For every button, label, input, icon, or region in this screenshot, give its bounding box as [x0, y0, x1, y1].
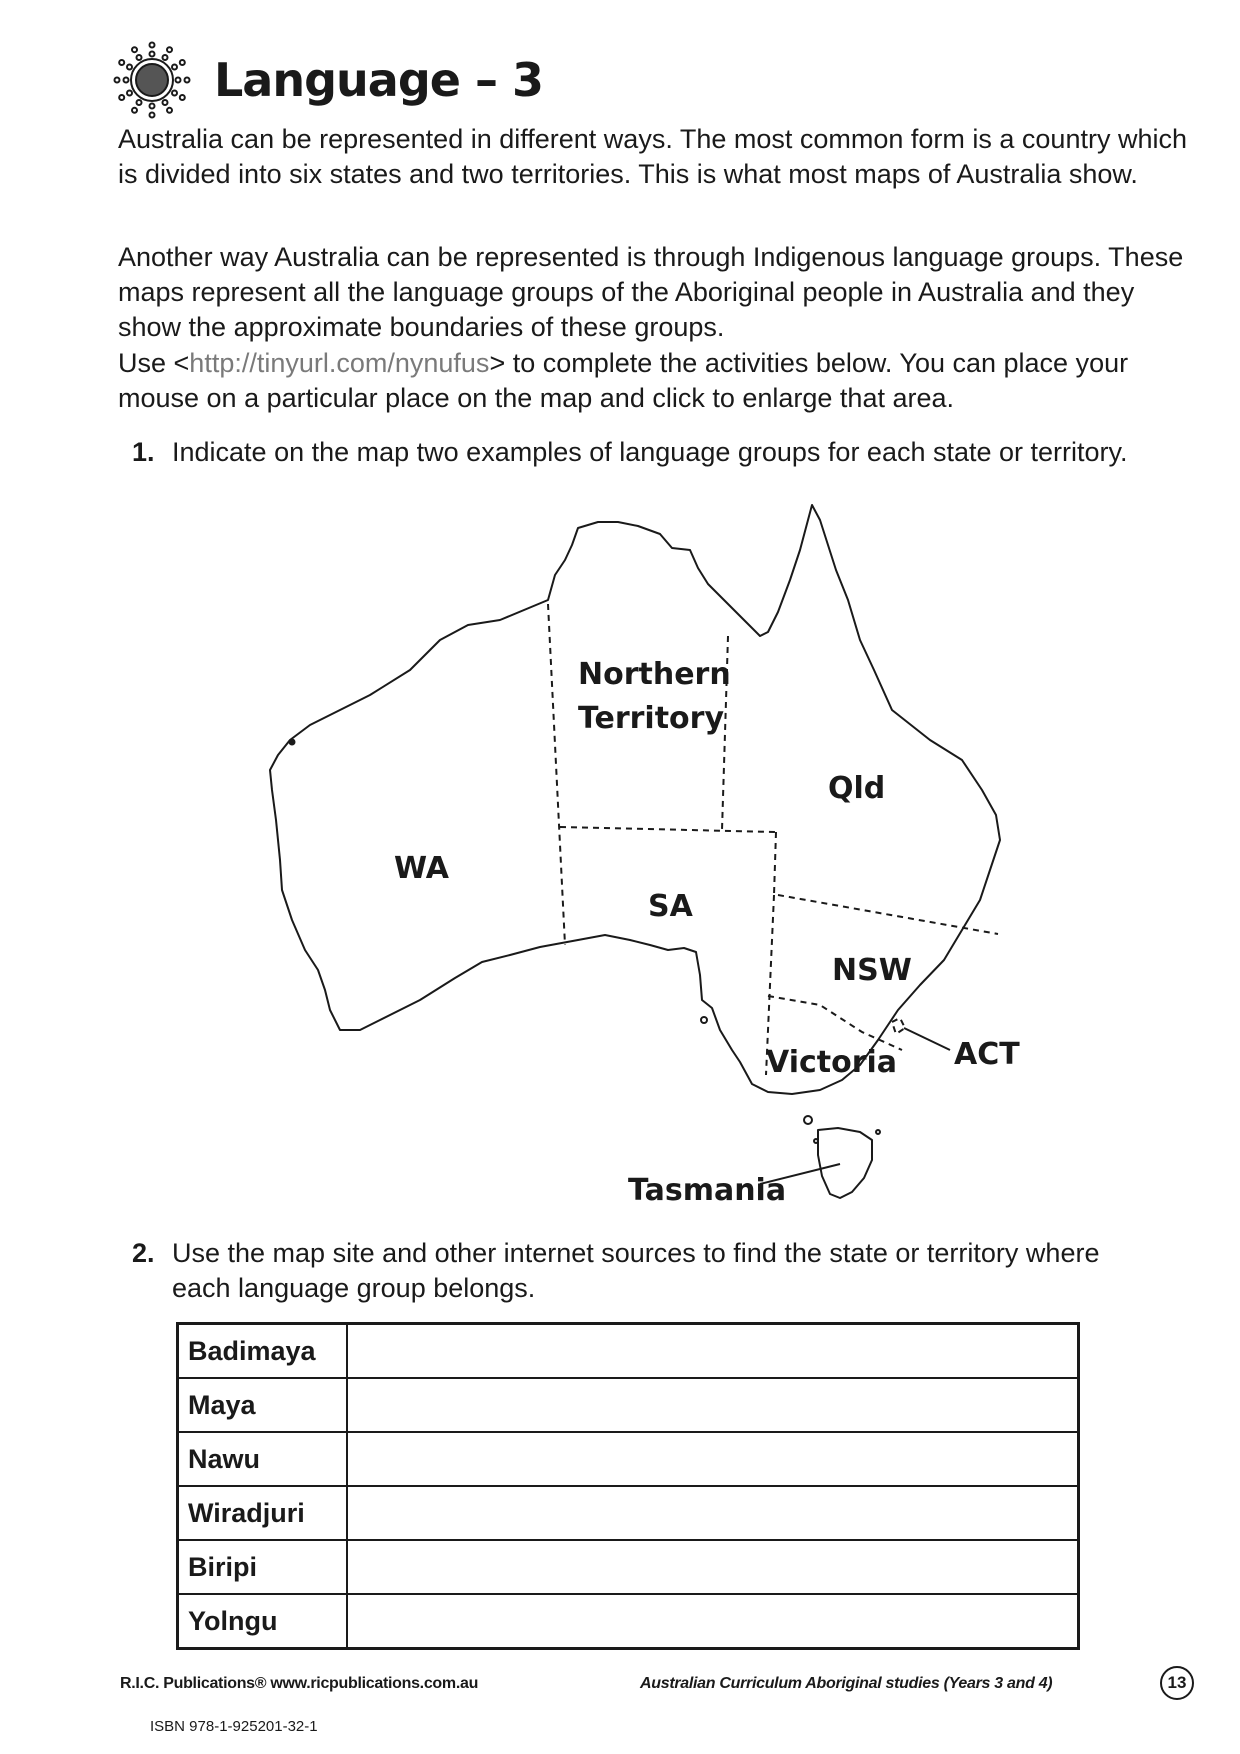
question-text: Indicate on the map two examples of language groups for each state or territory. — [172, 437, 1128, 467]
map-site-link[interactable]: http://tinyurl.com/nynufus — [189, 348, 490, 378]
label-northern-line-2: Territory — [578, 701, 725, 736]
language-answer-table — [176, 1322, 1080, 1650]
language-name: Maya — [178, 1378, 348, 1432]
question-number: 2. — [132, 1238, 155, 1268]
tasmania-outline — [818, 1128, 872, 1198]
table-row — [178, 1486, 1079, 1540]
table-row — [178, 1378, 1079, 1432]
sa-qld-border — [774, 832, 776, 895]
page-number: 13 — [1160, 1666, 1194, 1700]
label-qld: Qld — [828, 771, 886, 806]
page-title: Language – 3 — [214, 53, 543, 107]
table-row — [178, 1540, 1079, 1594]
isbn: ISBN 978-1-925201-32-1 — [150, 1718, 318, 1735]
label-northern-line-1: Northern — [578, 657, 731, 692]
act-pointer-line — [904, 1028, 950, 1050]
label-tasmania: Tasmania — [628, 1173, 787, 1208]
answer-cell[interactable] — [347, 1486, 1079, 1540]
label-victoria: Victoria — [766, 1045, 898, 1080]
intro-paragraph-1: Australia can be represented in different ways. The most common form is a country which is divided into six states and two territories. This is what most maps of Australia show. — [118, 124, 1187, 189]
answer-cell[interactable] — [347, 1378, 1079, 1432]
answer-cell[interactable] — [347, 1594, 1079, 1649]
language-name: Badimaya — [178, 1324, 348, 1379]
link-open-bracket: Use < — [118, 348, 190, 378]
act-border — [892, 1018, 905, 1034]
nt-sa-border — [560, 827, 776, 832]
mainland-outline — [270, 505, 1000, 1094]
language-name: Wiradjuri — [178, 1486, 348, 1540]
table-row — [178, 1324, 1079, 1379]
answer-cell[interactable] — [347, 1324, 1079, 1379]
label-act: ACT — [954, 1037, 1020, 1072]
footer-publisher: R.I.C. Publications® www.ricpublications.com.au — [120, 1675, 479, 1692]
table-row — [178, 1432, 1079, 1486]
nsw-vic-border — [768, 996, 902, 1050]
intro-paragraph-3-text: > to complete the activities below. You can place your mouse on a particular place on the map and click to enlarge that area. — [118, 348, 1129, 413]
question-2 — [132, 1236, 1132, 1306]
answer-cell[interactable] — [347, 1540, 1079, 1594]
label-sa: SA — [648, 889, 693, 924]
intro-paragraph-2: Another way Australia can be represented is through Indigenous language groups. These maps represent all the language groups of the Aboriginal people in Australia and they show the approximate boundaries of these groups. — [118, 242, 1184, 342]
wa-nt-border — [548, 604, 565, 945]
label-nsw: NSW — [832, 953, 912, 988]
question-number: 1. — [132, 437, 155, 467]
qld-nsw-border — [778, 895, 998, 934]
table-row — [178, 1594, 1079, 1649]
language-name: Yolngu — [178, 1594, 348, 1649]
language-name: Nawu — [178, 1432, 348, 1486]
question-text: Use the map site and other internet sources to find the state or territory where each language group belongs. — [172, 1238, 1100, 1303]
footer-book-title: Australian Curriculum Aboriginal studies (Years 3 and 4) — [640, 1675, 1053, 1692]
label-wa: WA — [394, 851, 449, 886]
language-name: Biripi — [178, 1540, 348, 1594]
answer-cell[interactable] — [347, 1432, 1079, 1486]
